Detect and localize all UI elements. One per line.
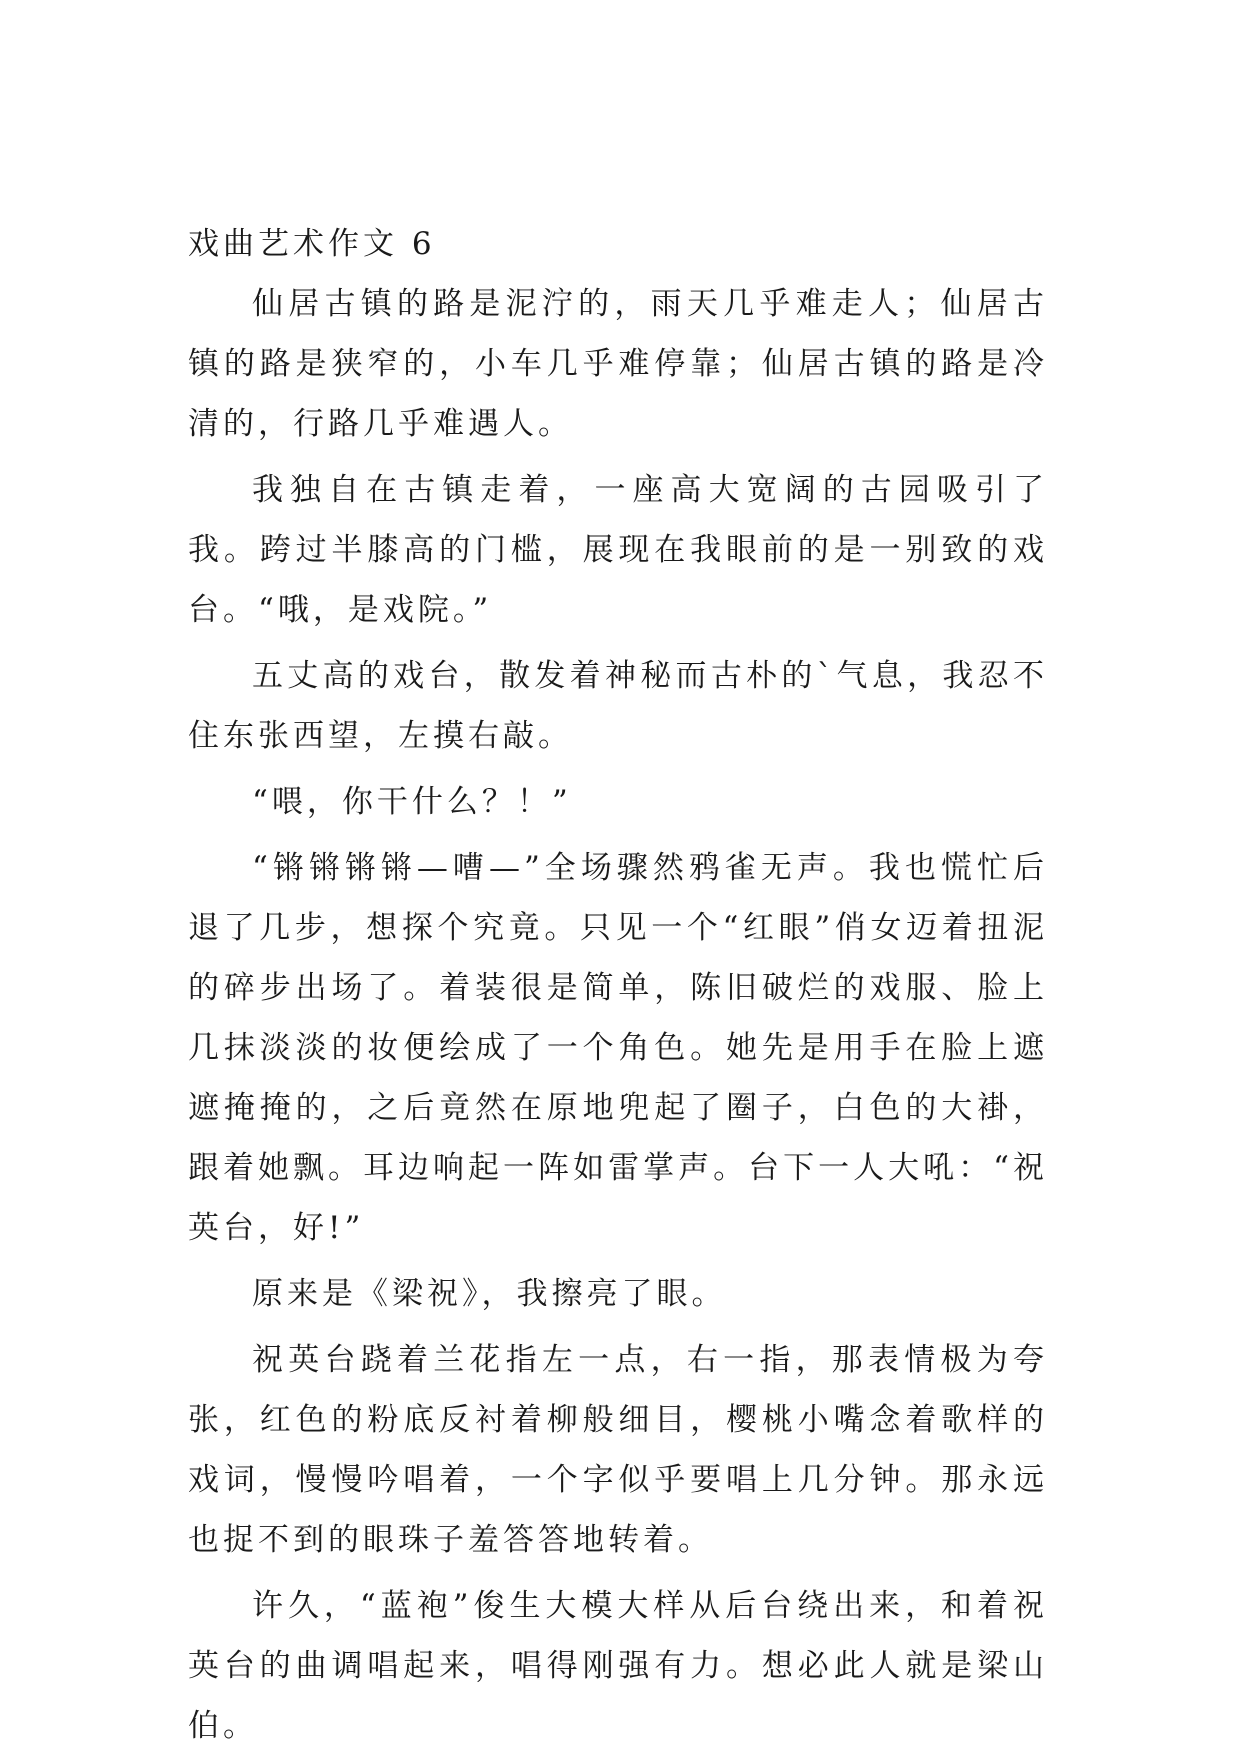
- paragraph: 许久，“蓝袍”俊生大模大样从后台绕出来，和着祝英台的曲调唱起来，唱得刚强有力。想必此人就是梁山伯。: [188, 1588, 1048, 1744]
- paragraph: 五丈高的戏台，散发着神秘而古朴的`气息，我忍不住东张西望，左摸右敲。: [188, 658, 1048, 754]
- paragraph: 仙居古镇的路是泥泞的，雨天几乎难走人；仙居古镇的路是狭窄的，小车几乎难停靠；仙居古镇的路是冷清的，行路几乎难遇人。: [188, 286, 1048, 442]
- paragraph: “锵锵锵锵—嘈—”全场骤然鸦雀无声。我也慌忙后退了几步，想探个究竟。只见一个“红眼”俏女迈着扭泥的碎步出场了。着装很是简单，陈旧破烂的戏服、脸上几抹淡淡的妆便绘成了一个角色。她先是用手在脸上遮遮掩掩的，之后竟然在原地兜起了圈子，白色的大褂，跟着她飘。耳边响起一阵如雷掌声。台下一人大吼：“祝英台，好!”: [188, 850, 1048, 1246]
- paragraph: 我独自在古镇走着，一座高大宽阔的古园吸引了我。跨过半膝高的门槛，展现在我眼前的是一别致的戏台。“哦，是戏院。”: [188, 472, 1048, 628]
- paragraph: 原来是《梁祝》，我擦亮了眼。: [252, 1276, 727, 1312]
- document-body: [188, 214, 1048, 1762]
- paragraph: 祝英台跷着兰花指左一点，右一指，那表情极为夸张，红色的粉底反衬着柳般细目，樱桃小嘴念着歌样的戏词，慢慢吟唱着，一个字似乎要唱上几分钟。那永远也捉不到的眼珠子羞答答地转着。: [188, 1342, 1048, 1558]
- paragraph: “喂，你干什么？！”: [252, 784, 572, 820]
- document-title: 戏曲艺术作文 6: [188, 226, 436, 262]
